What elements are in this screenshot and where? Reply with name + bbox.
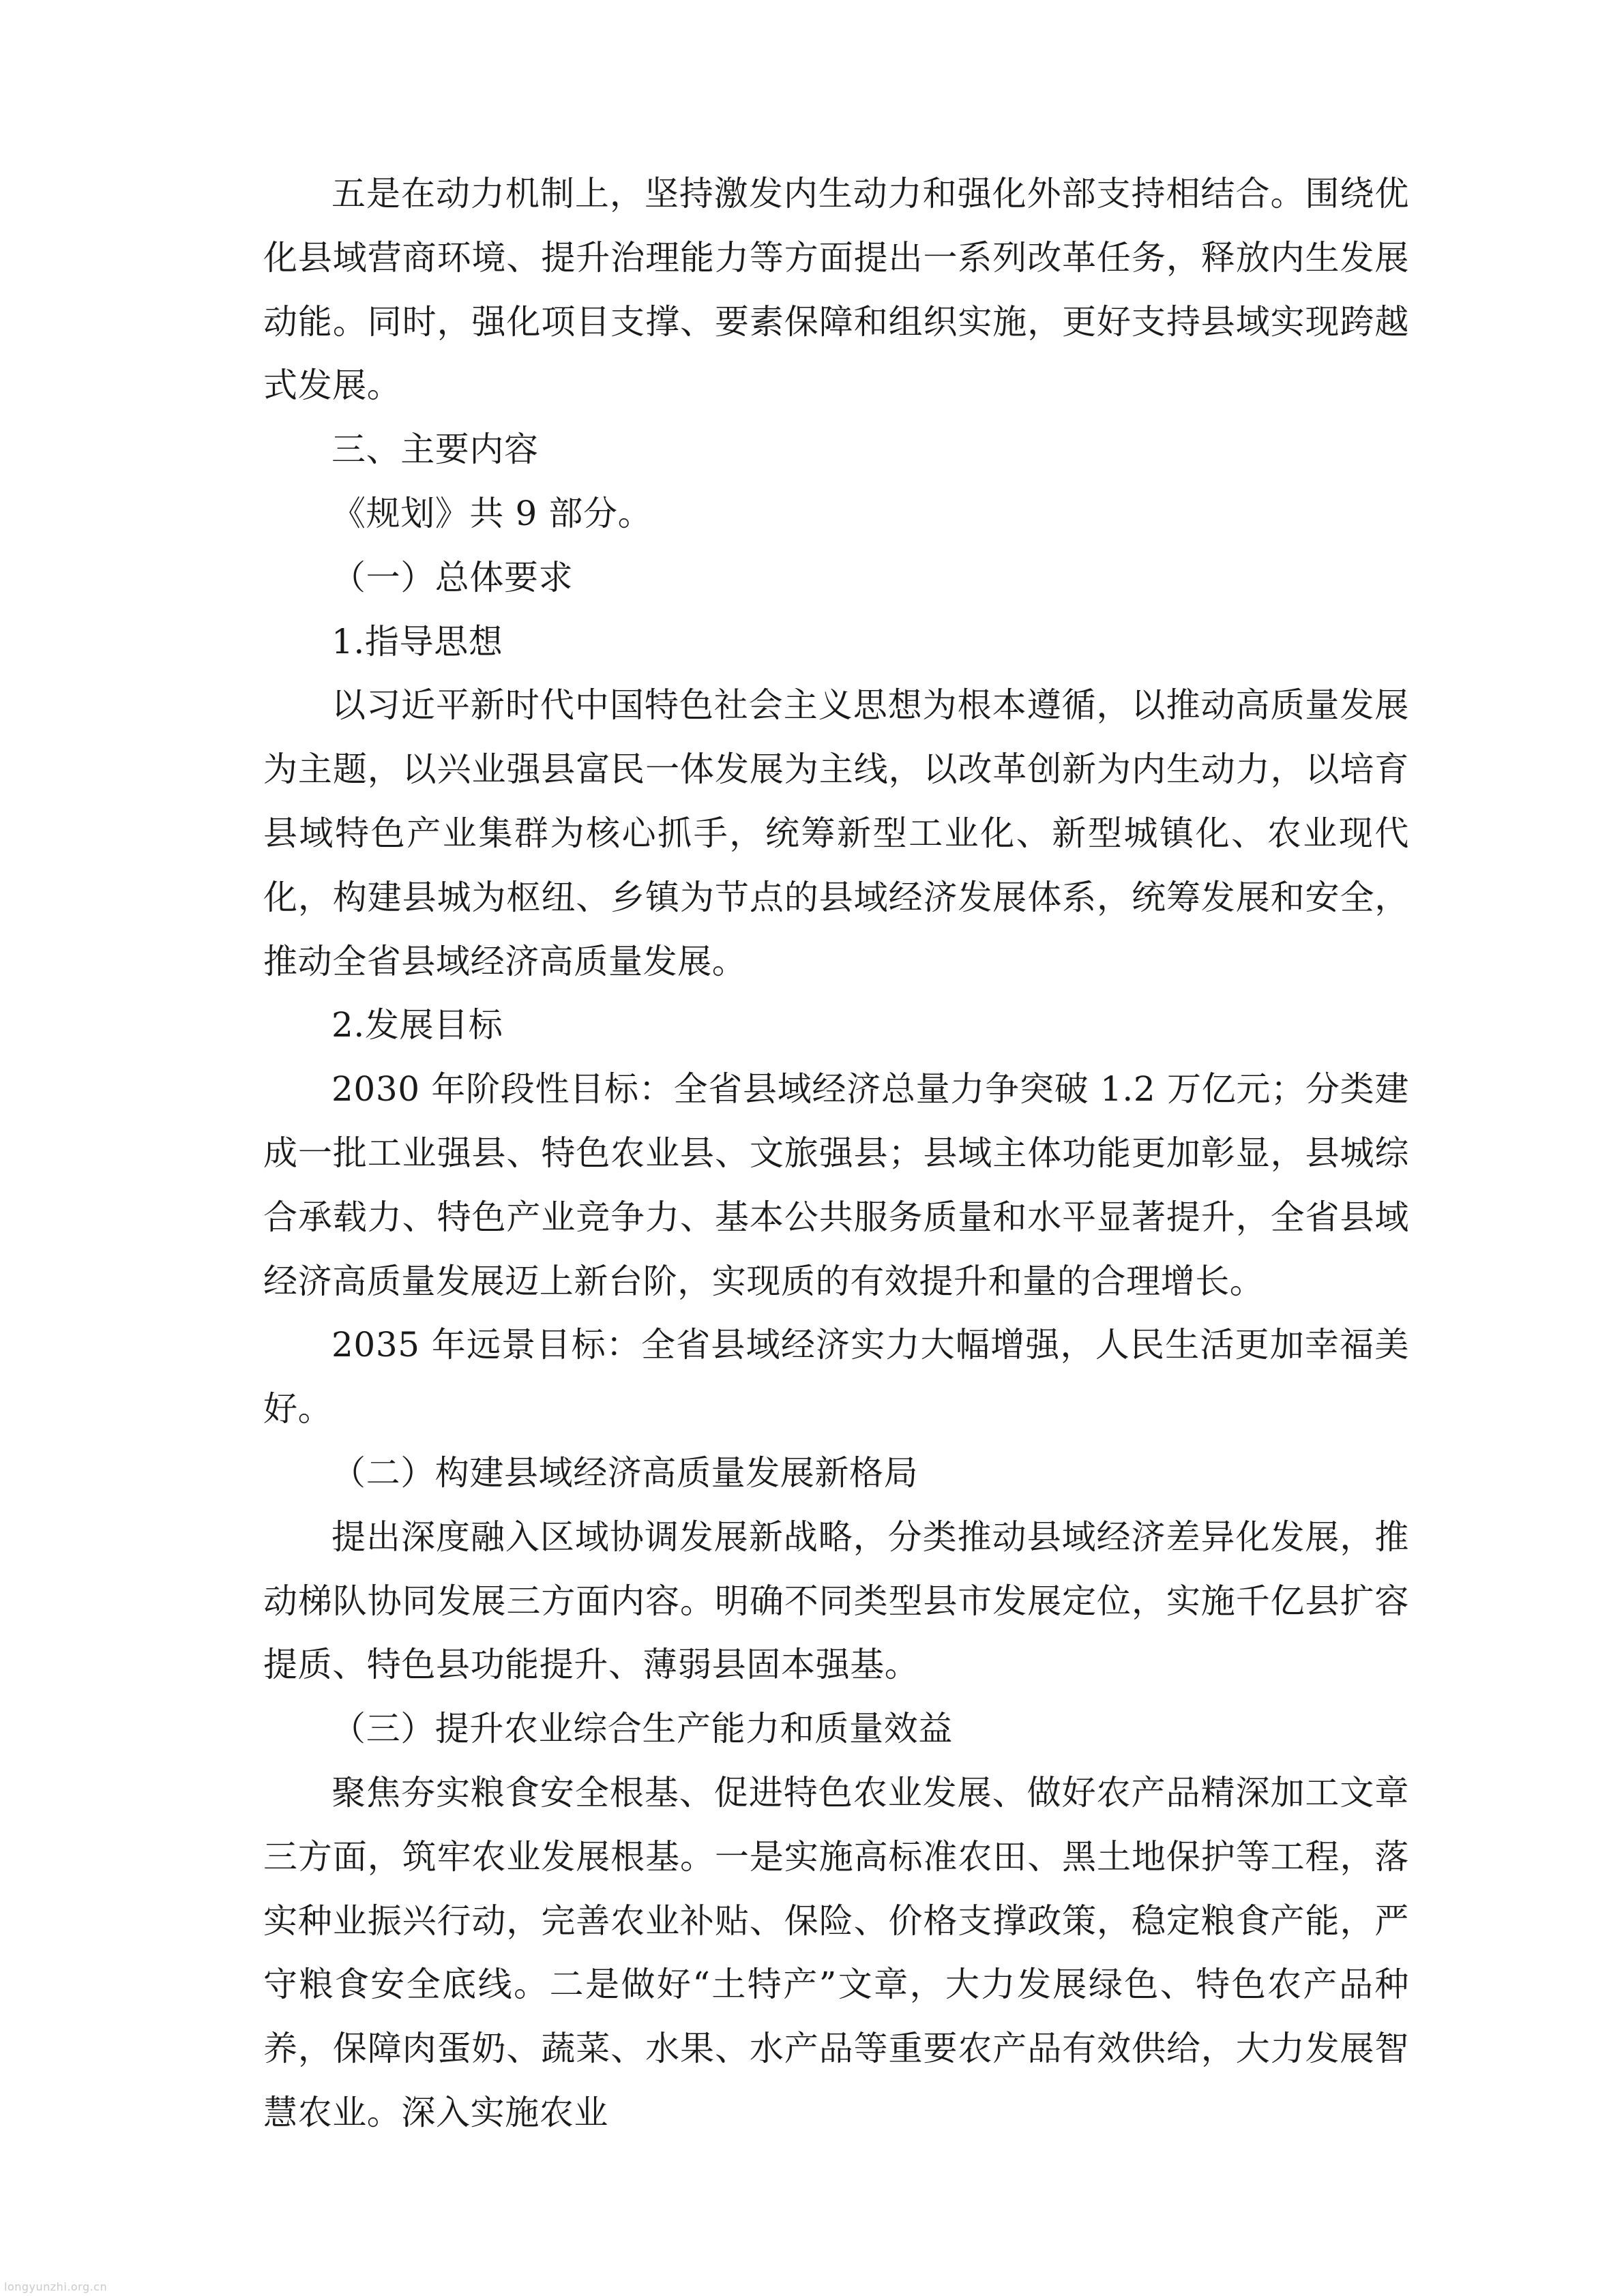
item-heading-development-goals: 2.发展目标	[331, 1005, 503, 1045]
subsection-heading-new-pattern: （二）构建县域经济高质量发展新格局	[331, 1452, 919, 1493]
document-body	[263, 162, 1409, 2145]
paragraph-agriculture: 聚焦夯实粮食安全根基、促进特色农业发展、做好农产品精深加工文章三方面，筑牢农业发展根基。一是实施高标准农田、黑土地保护等工程，落实种业振兴行动，完善农业补贴、保险、价格支撑政策，稳定粮食产能，严守粮食安全底线。二是做好“土特产”文章，大力发展绿色、特色农产品种养，保障肉蛋奶、蔬菜、水果、水产品等重要农产品有效供给，大力发展智慧农业。深入实施农业	[263, 1772, 1409, 2132]
paragraph-2030-goals: 2030 年阶段性目标：全省县域经济总量力争突破 1.2 万亿元；分类建成一批工业强县、特色农业县、文旅强县；县域主体功能更加彰显，县城综合承载力、特色产业竞争力、基本公共服务质量和水平显著提升，全省县域经济高质量发展迈上新台阶，实现质的有效提升和量的合理增长。	[263, 1069, 1409, 1301]
item-heading-guiding-ideology: 1.指导思想	[331, 621, 503, 661]
watermark: longyunzhi.org.cn	[4, 2280, 108, 2293]
paragraph-new-pattern: 提出深度融入区域协调发展新战略，分类推动县域经济差异化发展，推动梯队协同发展三方面内容。明确不同类型县市发展定位，实施千亿县扩容提质、特色县功能提升、薄弱县固本强基。	[263, 1517, 1409, 1685]
subsection-heading-agriculture: （三）提升农业综合生产能力和质量效益	[331, 1709, 953, 1749]
paragraph-2035-goals: 2035 年远景目标：全省县域经济实力大幅增强，人民生活更加幸福美好。	[263, 1325, 1409, 1429]
section-heading-main-content: 三、主要内容	[331, 430, 539, 470]
subsection-heading-overall-requirements: （一）总体要求	[331, 557, 574, 597]
paragraph-plan-parts: 《规划》共 9 部分。	[331, 493, 653, 533]
paragraph-guiding-ideology: 以习近平新时代中国特色社会主义思想为根本遵循，以推动高质量发展为主题，以兴业强县富民一体发展为主线，以改革创新为内生动力，以培育县域特色产业集群为核心抓手，统筹新型工业化、新型城镇化、农业现代化，构建县城为枢纽、乡镇为节点的县域经济发展体系，统筹发展和安全，推动全省县域经济高质量发展。	[263, 685, 1409, 981]
paragraph-mechanism: 五是在动力机制上，坚持激发内生动力和强化外部支持相结合。围绕优化县域营商环境、提升治理能力等方面提出一系列改革任务，释放内生发展动能。同时，强化项目支撑、要素保障和组织实施，更好支持县域实现跨越式发展。	[263, 174, 1409, 406]
